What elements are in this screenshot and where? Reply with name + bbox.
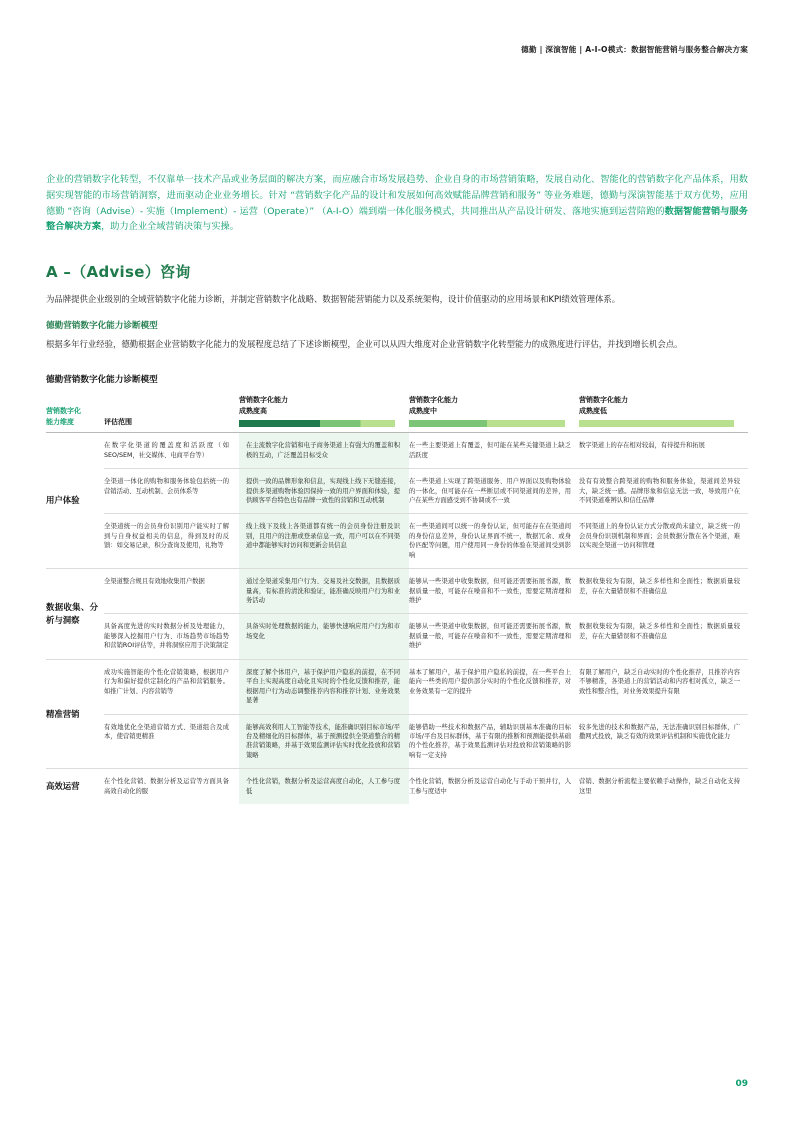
row-high: 能够高效利用人工智能等技术，能准确识别目标市场/平台及精细化的目标群体，基于预测提供全渠道整合的精准营销策略，并基于效果监测评估实时优化投放和营销策略 xyxy=(239,714,409,769)
row-high: 在主流数字化营销和电子商务渠道上有强大的覆盖和积极的互动，广泛覆盖目标受众 xyxy=(239,433,409,469)
table-row xyxy=(46,614,748,659)
row-mid: 在一些主要渠道上有覆盖，但可能在某些关键渠道上缺乏活跃度 xyxy=(409,433,579,469)
row-high: 个性化营销，数据分析及运营高度自动化，人工参与度低 xyxy=(239,769,409,804)
row-criteria: 全渠道一体化的购物和服务体验包括统一的营销活动、互动机制、会员体系等 xyxy=(104,469,239,514)
row-dimension-label: 精准营销 xyxy=(46,659,104,769)
row-mid: 在一些渠道间可以统一的身份认证，但可能存在在渠道间的身份信息差异，身份认证界面不统一，数据冗余、或身份匹配等问题，用户使用同一身份的体验在渠道间受到影响 xyxy=(409,514,579,569)
column-header-low-line2: 成熟度低 xyxy=(579,406,607,415)
page-number: 09 xyxy=(735,1079,748,1089)
table-row xyxy=(46,659,748,714)
row-high: 提供一致的品牌形象和信息，实现线上线下无缝连接，提供多渠道购物体验因保持一致的用户界面和体验，提供顾客平台特色也有品牌一致性的营销和互动机制 xyxy=(239,469,409,514)
intro-paragraph xyxy=(46,172,748,235)
row-criteria: 全渠道统一的会员身份识别用户能实时了解到与自身权益相关的信息，得到及时的反馈：如交易记录，积分查询及使用，礼物等 xyxy=(104,514,239,569)
row-criteria: 全渠道整合规且有效地收集用户数据 xyxy=(104,569,239,614)
maturity-bar-low xyxy=(579,420,734,427)
column-header-low xyxy=(579,395,748,433)
column-header-high-line2: 成熟度高 xyxy=(239,406,267,415)
row-criteria: 成功实施智能的个性化营销策略，根据用户行为和偏好提供定制化的产品和营销服务。如推广计划、内容营销等 xyxy=(104,659,239,714)
row-dimension-label: 数据收集、分析与洞察 xyxy=(46,569,104,660)
maturity-bar-mid xyxy=(409,420,565,427)
table-row xyxy=(46,469,748,514)
column-header-high xyxy=(239,395,409,433)
row-criteria: 在数字化渠道的覆盖度和活跃度（如SEO/SEM，社交媒体、电商平台等） xyxy=(104,433,239,469)
column-header-mid xyxy=(409,395,579,433)
row-mid: 基本了解用户，基于保护用户隐私的前提，在一些平台上能向一些类的用户提供部分实时的个性化反馈和推荐，对业务效果有一定的提升 xyxy=(409,659,579,714)
row-low: 数字渠道上的存在相对较弱，有待提升和拓展 xyxy=(579,433,748,469)
column-header-low-line1: 营销数字化能力 xyxy=(579,396,628,405)
column-header-mid-line2: 成熟度中 xyxy=(409,406,437,415)
maturity-bar-high xyxy=(239,420,395,427)
table-row xyxy=(46,769,748,804)
maturity-matrix-table xyxy=(46,395,748,804)
row-high: 通过全渠道采集用户行为、交易及社交数据，且数据质量高，有标准的清洗和验证，能准确反映用户行为和业务活动 xyxy=(239,569,409,614)
table-row xyxy=(46,569,748,614)
row-mid: 在一些渠道上实现了跨渠道服务、用户界面以及购物体验的一体化，但可能存在一些断层或不同渠道间的差异，用户在某些方面感受到不协调或不一致 xyxy=(409,469,579,514)
page-content xyxy=(46,172,748,804)
row-low: 有限了解用户，缺乏自动实时的个性化推荐，且推荐内容不够精准，各渠道上的营销活动和内容相对孤立，缺乏一致性和整合性，对业务效果提升有限 xyxy=(579,659,748,714)
row-criteria: 有效地优化全渠道营销方式、渠道组合及成本，使营销更精准 xyxy=(104,714,239,769)
table-title: 德勤营销数字化能力诊断模型 xyxy=(46,375,158,386)
column-header-criteria: 评估范围 xyxy=(104,417,132,426)
table-row xyxy=(46,433,748,469)
section-subheading: 德勤营销数字化能力诊断模型 xyxy=(46,320,158,331)
intro-part-1: 企业的营销数字化转型，不仅靠单一技术产品或业务层面的解决方案，而应融合市场发展趋势、企业自身的市场营销策略，发展自动化、智能化的营销数字化产品体系，用数据实现智能的市场营销洞察，进而驱动企业业务增长。针对 “营销数字化产品的设计和发展如何高效赋能品牌营销和服务” 等业务难题，德勤与深演智能基于双方优势，应用德勤 “咨询（Advise）- 实施（Implement）- 运营（Operate）” （A-I-O）端到端一体化服务模式，共同推出从产品设计研发、落地实施到运营陪跑的 xyxy=(46,174,748,217)
section-paragraph-2: 根据多年行业经验，德勤根据企业营销数字化能力的发展程度总结了下述诊断模型，企业可以从四大维度对企业营销数字化转型能力的成熟度进行评估，并找到增长机会点。 xyxy=(46,338,683,349)
row-dimension-label: 用户体验 xyxy=(46,433,104,569)
table-header-row xyxy=(46,395,748,433)
row-high: 线上线下及线上各渠道都有统一的会员身份注册及识别，且用户的注册或登录信息一致，用户可以在不同渠道中都能够实时访问和更新会员信息 xyxy=(239,514,409,569)
row-low: 营销、数据分析流程主要依赖手动操作，缺乏自动化支持这里 xyxy=(579,769,748,804)
row-mid: 能够从一些渠道中收集数据，但可能还需要拓展书源，数据质量一般，可能存在噪音和不一致性，需要定期清理和维护 xyxy=(409,614,579,659)
row-criteria: 在个性化营销、数据分析及运营等方面具备高效自动化的服 xyxy=(104,769,239,804)
column-header-high-line1: 营销数字化能力 xyxy=(239,396,288,405)
section-title: A –（Advise）咨询 xyxy=(46,263,191,282)
intro-bold: 数据智能营销与服务整合解决方案 xyxy=(46,205,748,233)
page-header: 德勤 | 深演智能 | A-I-O模式：数据智能营销与服务整合解决方案 xyxy=(521,45,748,54)
section-paragraph-1: 为品牌提供企业级别的全域营销数字化能力诊断，并制定营销数字化战略、数据智能营销能力以及系统架构，设计价值驱动的应用场景和KPI绩效管理体系。 xyxy=(46,294,621,305)
row-high: 具备实时处理数据的能力，能够快速响应用户行为和市场变化 xyxy=(239,614,409,659)
row-low: 不同渠道上的身份认证方式分散或尚未建立，缺乏统一的会员身份识别机制和界面；会员数据分散在各个渠道，难以实现全渠道一访问和管理 xyxy=(579,514,748,569)
row-low: 较多先进的技术和数据产品，无法准确识别目标群体，广撒网式投放，缺乏有效的效果评估机制和实施优化能力 xyxy=(579,714,748,769)
row-low: 没有有效整合跨渠道的购物和服务体验，渠道间差异较大，缺乏统一感。品牌形象和信息无法一致，导致用户在不同渠道难辨认和信任品牌 xyxy=(579,469,748,514)
row-criteria: 具备高度先进的实时数据分析及处理能力，能够深入挖掘用户行为、市场趋势市场趋势和营销ROI评估等，并将洞察应用于决策制定 xyxy=(104,614,239,659)
row-high: 深度了解个体用户，基于保护用户隐私的前提，在不同平台上实现高度自动化且实时的个性化反馈和推荐，能根据用户行为动态调整推荐内容和推荐计划、业务效果显著 xyxy=(239,659,409,714)
row-mid: 能够从一些渠道中收集数据，但可能还需要拓展书源，数据质量一般，可能存在噪音和不一致性，需要定期清理和维护 xyxy=(409,569,579,614)
row-mid: 能够借助一些技术和数据产品，辅助识别基本准确的目标市场/平台及目标群体，基于有限的推断和预测能提供基础的个性化推荐，基于效果监测评估对投放和营销策略的影响有一定支持 xyxy=(409,714,579,769)
column-header-mid-line1: 营销数字化能力 xyxy=(409,396,458,405)
row-mid: 个性化营销，数据分析及运营自动化与手动干预并行，人工参与度适中 xyxy=(409,769,579,804)
row-dimension-label: 高效运营 xyxy=(46,769,104,804)
intro-part-2: ，助力企业全域营销决策与实操。 xyxy=(101,221,239,233)
table-row xyxy=(46,514,748,569)
row-low: 数据收集较为有限，缺乏多样性和全面性；数据质量较差，存在大量错误和不准确信息 xyxy=(579,569,748,614)
column-header-dimension xyxy=(46,395,104,433)
table-row xyxy=(46,714,748,769)
column-header-dimension-line2: 能力维度 xyxy=(46,417,74,426)
column-header-dimension-line1: 营销数字化 xyxy=(46,407,81,416)
row-low: 数据收集较为有限，缺乏多样性和全面性；数据质量较差，存在大量错误和不准确信息 xyxy=(579,614,748,659)
